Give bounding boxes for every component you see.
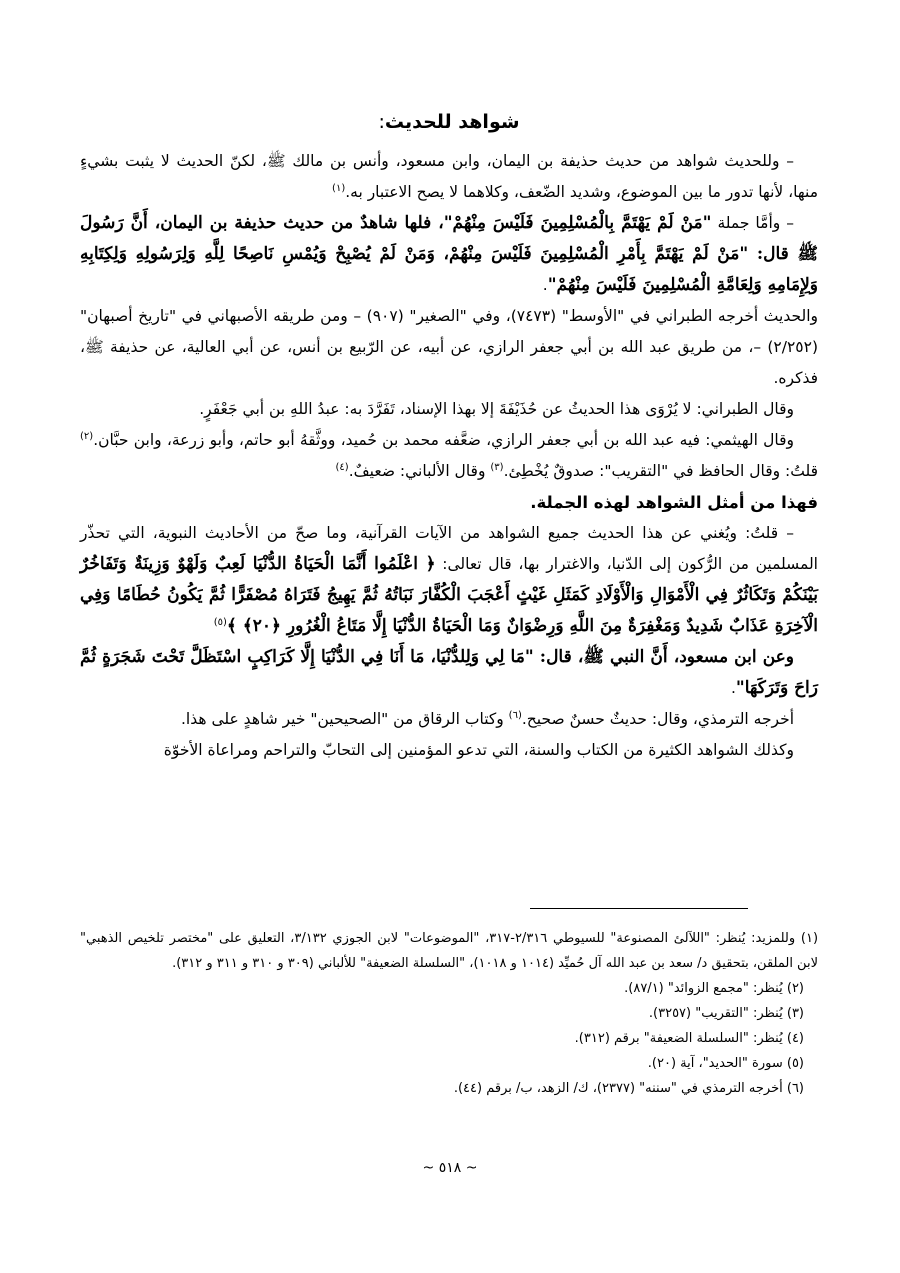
heading-title: شواهد للحديث	[384, 111, 520, 133]
paragraph-6	[80, 487, 818, 518]
hadith-quote: "مَنْ لَمْ يَهْتَمَّ بِأَمْرِ الْمُسْلِمِينَ فَلَيْسَ مِنْهُمْ، وَمَنْ لَمْ يُصْبِحْ وَيُمْسِ نَاصِحًا لِلَّهِ وَلِرَسُولِهِ وَلِكِتَابِهِ وَلِإِمَامِهِ وَلِعَامَّةِ الْمُسْلِمِينَ فَلَيْسَ مِنْهُمْ"	[80, 244, 818, 295]
footnote-ref: (٢)	[80, 430, 94, 442]
footnote-divider	[530, 908, 748, 909]
section-heading	[80, 108, 818, 136]
paragraph-text: وكذلك الشواهد الكثيرة من الكتاب والسنة، التي تدعو المؤمنين إلى التحابّ والتراحم ومراعاة الأخوّة	[163, 741, 794, 759]
footnote: (٢) يُنظر: "مجمع الزوائد" (٨٧/١).	[624, 981, 804, 996]
paragraph-text: قلتُ: وقال الحافظ في "التقريب": صدوقٌ يُخْطِئ.	[503, 462, 818, 480]
paragraph-4	[80, 394, 818, 425]
heading-colon: :	[378, 111, 385, 133]
footnote-ref: (١)	[332, 182, 346, 194]
paragraph-8	[80, 642, 818, 704]
footnote-ref: (٥)	[213, 616, 227, 628]
paragraph-text: أخرجه الترمذي، وقال: حديثٌ حسنٌ صحيح.	[521, 710, 794, 728]
footnote-ref: (٦)	[508, 709, 522, 721]
page-body	[80, 108, 818, 766]
footnote: (١) وللمزيد: يُنظر: "اللآلئ المصنوعة" للسيوطي ٢/٣١٦-٣١٧، "الموضوعات" لابن الجوزي ٣/١٣٢، التعليق على "مختصر تلخيص الذهبي" لابن الملقن، بتحقيق د/ سعد بن عبد الله آل حُميِّد (١٠١٤ و ١٠١٨)، "السلسلة الضعيفة" للألباني (٣٠٩ و ٣١٠ و ٣١١ و ٣١٢).	[80, 931, 819, 971]
footnote: (٣) يُنظر: "التقريب" (٣٢٥٧).	[648, 1006, 804, 1021]
paragraph-text: .	[542, 276, 548, 294]
paragraph-text: وقال الهيثمي: فيه عبد الله بن أبي جعفر الرازي، ضعَّفه محمد بن حُميد، ووثَّقهُ أبو حاتم، وأبو زرعة، وابن حبَّان.	[93, 431, 794, 449]
footnote: (٦) أخرجه الترمذي في "سننه" (٢٣٧٧)، ك/ الزهد، ب/ برقم (٤٤).	[453, 1081, 804, 1096]
footnotes	[80, 926, 818, 1101]
quran-quote: ﴿ اعْلَمُوا أَنَّمَا الْحَيَاةُ الدُّنْيَا لَعِبٌ وَلَهْوٌ وَزِينَةٌ وَتَفَاخُرٌ بَيْنَكُمْ وَتَكَاثُرٌ فِي الْأَمْوَالِ وَالْأَوْلَادِ كَمَثَلِ غَيْثٍ أَعْجَبَ الْكُفَّارَ نَبَاتُهُ ثُمَّ يَهِيجُ فَتَرَاهُ مُصْفَرًّا ثُمَّ يَكُونُ حُطَامًا وَفِي الْآخِرَةِ عَذَابٌ شَدِيدٌ وَمَغْفِرَةٌ مِنَ اللَّهِ وَرِضْوَانٌ وَمَا الْحَيَاةُ الدُّنْيَا إِلَّا مَتَاعُ الْغُرُورِ ﴿٢٠﴾ ﴾	[80, 554, 818, 636]
paragraph-10	[80, 735, 818, 766]
paragraph-9	[80, 704, 818, 735]
footnote: (٥) سورة "الحديد"، آية (٢٠).	[647, 1056, 804, 1071]
paragraph-text: ، فلها شاهدٌ من حديث حذيفة بن اليمان، أَنَّ رَسُولَ ﷺ قال:	[80, 213, 819, 264]
paragraph-text: وقال الطبراني: لا يُرْوَى هذا الحديثُ عن حُذَيْفَةَ إلا بهذا الإسناد، تَفَرَّدَ به: عبدُ اللهِ بن أبي جَعْفَرٍ.	[199, 400, 794, 418]
paragraph-text: وعن ابن مسعود، أَنَّ النبي ﷺ، قال:	[533, 647, 794, 667]
paragraph-text: والحديث أخرجه الطبراني في "الأوسط" (٧٤٧٣)، وفي "الصغير" (٩٠٧) – ومن طريقه الأصبهاني في "تاريخ أصبهان" (٢/٢٥٢) –، من طريق عبد الله بن أبي جعفر الرازي، عن أبيه، عن الرّبيع بن أنس، عن أبي العالية، عن حذيفة ﷺ، فذكره.	[80, 307, 818, 387]
paragraph-text: وكتاب الرقاق من "الصحيحين" خير شاهدٍ على هذا.	[180, 710, 509, 728]
paragraph-3	[80, 301, 818, 394]
footnote-ref: (٤)	[335, 461, 349, 473]
paragraph-7	[80, 518, 818, 642]
paragraph-text: – وللحديث شواهد من حديث حذيفة بن اليمان، وابن مسعود، وأنس بن مالك ﷺ، لكنّ الحديث لا يثبت بشيءٍ منها، لأنها تدور ما بين الموضوع، وشديد الضّعف، وكلاهما لا يصح الاعتبار به.	[80, 152, 818, 201]
page-number: ~ ٥١٨ ~	[422, 1160, 478, 1176]
footnote: (٤) يُنظر: "السلسلة الضعيفة" برقم (٣١٢).	[574, 1031, 804, 1046]
paragraph-text: – وأمَّا جملة	[711, 214, 794, 232]
paragraph-5	[80, 425, 818, 487]
paragraph-text: – قلتُ: ويُغني عن هذا الحديث جميع الشواهد من الآيات القرآنية، وما صحّ من الأحاديث النبوية، التي تحذّر المسلمين من الرُّكون إلى الدّنيا، والاغترار بها، قال تعالى:	[80, 524, 818, 573]
paragraph-text: .	[730, 679, 736, 697]
paragraph-text: فهذا من أمثل الشواهد لهذه الجملة.	[530, 493, 818, 512]
paragraph-2	[80, 208, 818, 301]
footnote-ref: (٣)	[490, 461, 504, 473]
paragraph-text: وقال الألباني: ضعيفٌ.	[348, 462, 491, 480]
hadith-quote: "مَا لِي وَلِلدُّنْيَا، مَا أَنَا فِي الدُّنْيَا إِلَّا كَرَاكِبٍ اسْتَظَلَّ تَحْتَ شَجَرَةٍ ثُمَّ رَاحَ وَتَرَكَهَا"	[80, 647, 818, 698]
paragraph-1	[80, 146, 818, 208]
hadith-quote: "مَنْ لَمْ يَهْتَمَّ بِالْمُسْلِمِينَ فَلَيْسَ مِنْهُمْ"	[443, 213, 712, 233]
